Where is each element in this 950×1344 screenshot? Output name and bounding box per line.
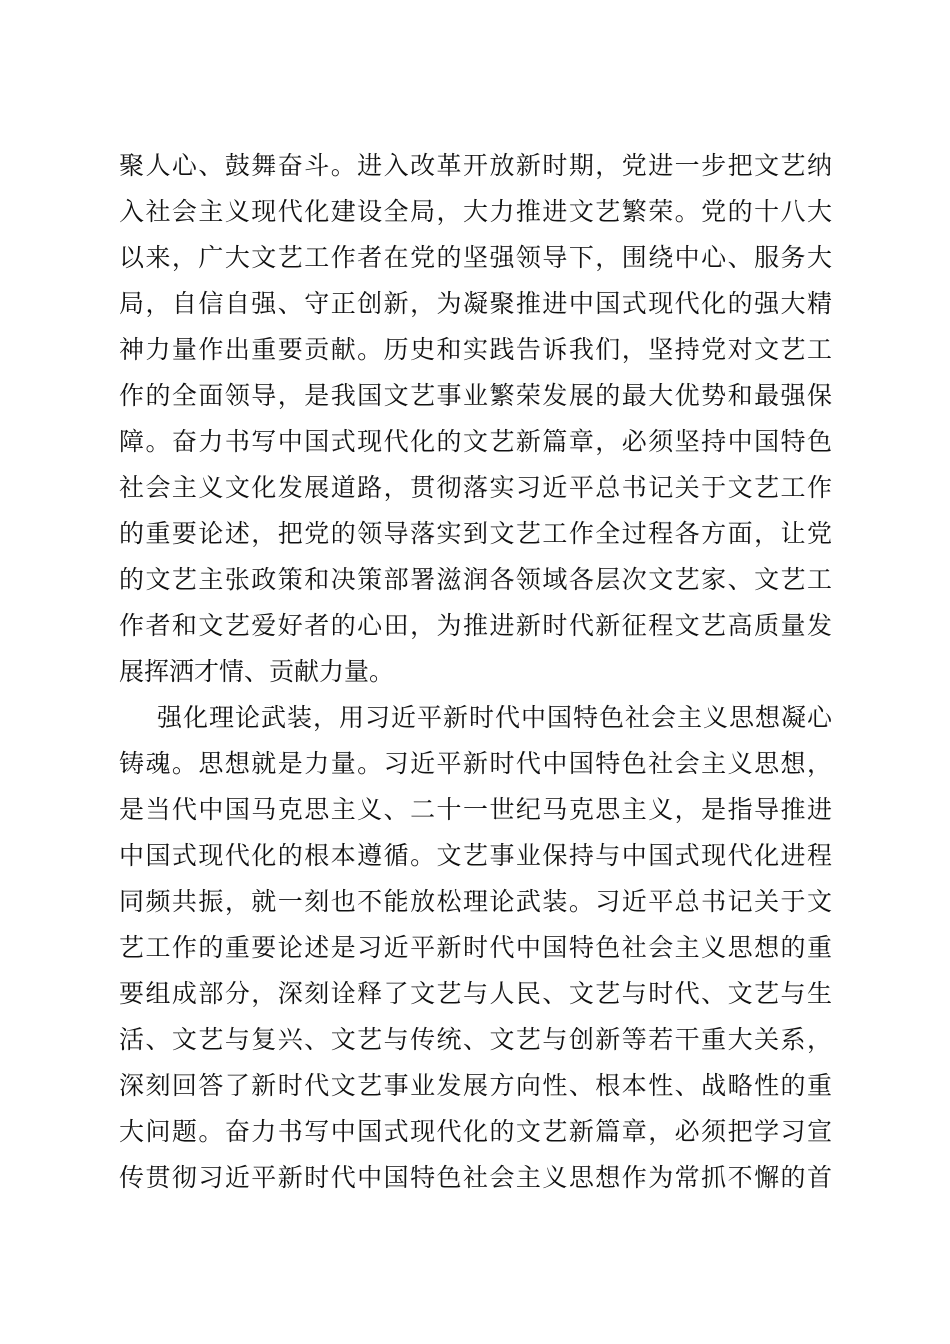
text-line: 作者和文艺爱好者的心田，为推进新时代新征程文艺高质量发 [119,611,832,640]
text-line: 的重要论述，把党的领导落实到文艺工作全过程各方面，让党 [119,519,832,548]
text-line: 同频共振，就一刻也不能放松理论武装。习近平总书记关于文 [119,887,832,916]
text-line: 障。奋力书写中国式现代化的文艺新篇章，必须坚持中国特色 [119,427,832,456]
text-line: 入社会主义现代化建设全局，大力推进文艺繁荣。党的十八大 [119,197,832,226]
text-line: 以来，广大文艺工作者在党的坚强领导下，围绕中心、服务大 [119,243,832,272]
text-line: 作的全面领导，是我国文艺事业繁荣发展的最大优势和最强保 [119,381,832,410]
paragraph-1 [119,143,832,695]
text-line: 强化理论武装，用习近平新时代中国特色社会主义思想凝心 [157,703,832,732]
text-line: 社会主义文化发展道路，贯彻落实习近平总书记关于文艺工作 [119,473,832,502]
text-line: 的文艺主张政策和决策部署滋润各领域各层次文艺家、文艺工 [119,565,832,594]
text-line: 艺工作的重要论述是习近平新时代中国特色社会主义思想的重 [119,933,832,962]
text-line: 活、文艺与复兴、文艺与传统、文艺与创新等若干重大关系， [119,1025,832,1054]
text-line: 要组成部分，深刻诠释了文艺与人民、文艺与时代、文艺与生 [119,979,832,1008]
text-line: 局，自信自强、守正创新，为凝聚推进中国式现代化的强大精 [119,289,832,318]
text-line: 深刻回答了新时代文艺事业发展方向性、根本性、战略性的重 [119,1071,832,1100]
body-text [119,143,832,1201]
text-line: 神力量作出重要贡献。历史和实践告诉我们，坚持党对文艺工 [119,335,832,364]
text-line: 展挥洒才情、贡献力量。 [119,657,395,686]
text-line: 大问题。奋力书写中国式现代化的文艺新篇章，必须把学习宣 [119,1117,832,1146]
text-line: 是当代中国马克思主义、二十一世纪马克思主义，是指导推进 [119,795,832,824]
text-line: 铸魂。思想就是力量。习近平新时代中国特色社会主义思想， [119,749,832,778]
text-line: 中国式现代化的根本遵循。文艺事业保持与中国式现代化进程 [119,841,832,870]
paragraph-2 [119,695,832,1201]
text-line: 传贯彻习近平新时代中国特色社会主义思想作为常抓不懈的首 [119,1163,832,1192]
text-line: 聚人心、鼓舞奋斗。进入改革开放新时期，党进一步把文艺纳 [119,151,832,180]
